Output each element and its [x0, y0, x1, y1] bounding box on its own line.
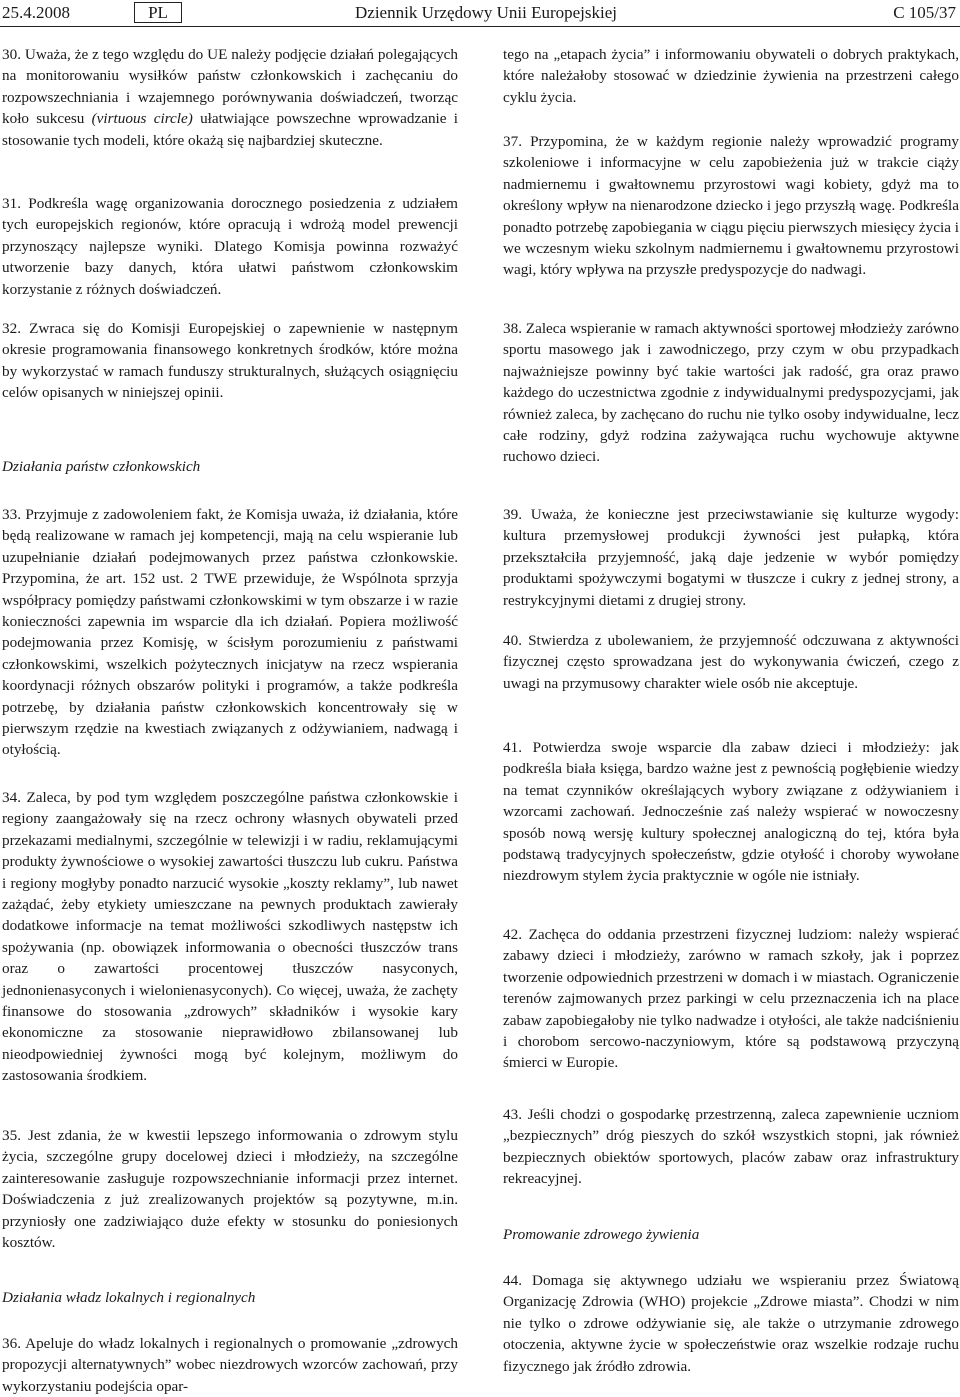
paragraph-40: 40. Stwierdza z ubolewaniem, że przyjemność odczuwana z aktywności fizycznej często sprowadzana jest do wykonywania ćwiczeń, czego z uwagi na przymusowy charakter wiele osób nie akceptuje.	[503, 632, 959, 692]
paragraph-39: 39. Uważa, że konieczne jest przeciwstawianie się kulturze wygody: kultura przemysłowej produkcji żywności jest pułapką, która przekształciła przyjemność, jaką daje jedzenie w wybór pomiędzy produktami spożywczymi bogatymi w tłuszcze i cukry z jednej strony, a restrykcyjnymi dietami z drugiej strony.	[503, 506, 959, 609]
paragraph-36: 36. Apeluje do władz lokalnych i regionalnych o promowanie „zdrowych propozycji alternatywnych” wobec niezdrowych wzorców zachowań, przy wykorzystaniu podejścia opar-	[2, 1335, 458, 1395]
paragraph-44: 44. Domaga się aktywnego udziału we wspieraniu przez Światową Organizację Zdrowia (WHO) projekcie „Zdrowe miasta”. Chodzi w nim nie tylko o zdrowe odżywianie się, ale także o utrzymanie zdrowego otoczenia, aktywne życie w społeczeństwie oraz wszelkie rodzaje ruchu fizycznego jak źródło zdrowia.	[503, 1272, 959, 1375]
paragraph-38: 38. Zaleca wspieranie w ramach aktywności sportowej młodzieży zarówno sportu masowego jak i zawodniczego, przy czym w obu przypadkach najważniejsze powinny być takie wartości jak radość, gra oraz prawo każdego do uczestnictwa zgodnie z indywidualnymi predyspozycjami, jak również zaleca, by zachęcano do ruchu nie tylko osoby indywidualne, lecz całe rodziny, gdyż rodzina zażywająca ruchu wychowuje aktywne ruchowo dzieci.	[503, 320, 959, 466]
latin-term: (virtuous circle)	[91, 110, 193, 128]
paragraph-36-continued: tego na „etapach życia” i informowaniu obywateli o dobrych praktykach, które należałoby stosować w dziedzinie żywienia na przestrzeni całego cyklu życia.	[503, 46, 959, 106]
section-heading-member-states: Działania państw członkowskich	[2, 458, 201, 475]
paragraph-37: 37. Przypomina, że w każdym regionie należy wprowadzić programy szkoleniowe i informacyjne w celu zapobieżenia już w trakcie ciąży nadmiernemu i gwałtownemu przyrostowi wagi kobiety, gdyż ma to określony wpływ na nienarodzone dziecko i jego przyszłą wagę. Podkreśla ponadto potrzebę zapobiegania w ciągu pięciu pierwszych miesięcy życia i we wczesnym wieku szkolnym nadmiernemu i gwałtownemu przyrostowi wagi, który wpływa na przyszłe predyspozycje do nadwagi.	[503, 133, 959, 279]
publication-date: 25.4.2008	[2, 3, 70, 22]
section-heading-local-authorities: Działania władz lokalnych i regionalnych	[2, 1289, 256, 1306]
header-rule	[0, 26, 960, 27]
paragraph-35: 35. Jest zdania, że w kwestii lepszego informowania o zdrowym stylu życia, szczególne grupy docelowej dzieci i młodzieży, na szczególne zainteresowanie zasługuje rozpowszechnianie informacji przez internet. Doświadczenia z już zrealizowanych projektów są pozytywne, m.in. przyniosły one zadziwiająco duże efekty w stosunku do poniesionych kosztów.	[2, 1127, 458, 1252]
section-heading-healthy-eating: Promowanie zdrowego żywienia	[503, 1226, 700, 1243]
paragraph-30: 30. Uważa, że z tego względu do UE należy podjęcie działań polegających na monitorowaniu wysiłków państw członkowskich i zachęcaniu do rozpowszechniania i wzajemnego porównywania doświadczeń, tworząc koło sukcesu (virtuous circle) ułatwiające powszechne wprowadzanie i stosowanie tych modeli, które okażą się najbardziej skuteczne.	[2, 46, 458, 149]
paragraph-33: 33. Przyjmuje z zadowoleniem fakt, że Komisja uważa, iż działania, które będą realizowane w ramach jej kompetencji, mają na celu wspieranie lub uzupełnianie działań podejmowanych przez państwa członkowskie. Przypomina, że art. 152 ust. 2 TWE przewiduje, że Wspólnota sprzyja współpracy pomiędzy państwami członkowskimi w tym obszarze i w razie konieczności zapewnia im wsparcie dla ich działań. Popiera możliwość podejmowania przez Komisję, w ścisłym porozumieniu z państwami członkowskimi, wszelkich pożytecznych inicjatyw na rzecz wspierania koordynacji różnych obszarów polityki i programów, a także podkreśla potrzebę, by działania państw członkowskich koncentrowały się w pierwszym rzędzie na kwestiach związanych z odżywianiem, nadwagą i otyłością.	[2, 506, 458, 759]
paragraph-42: 42. Zachęca do oddania przestrzeni fizycznej ludziom: należy wspierać zabawy dzieci i młodzieży, zarówno w ramach szkoły, jak i poprzez tworzenie odpowiednich przestrzeni w domach i w miastach. Ograniczenie terenów zajmowanych przez parkingi w celu przeznaczenia ich na place zabaw zapobiegałoby nie tylko nadwadze i otyłości, ale także nadciśnieniu i chorobom sercowo-naczyniowym, które są podstawową przyczyną śmierci w Europie.	[503, 926, 959, 1072]
paragraph-32: 32. Zwraca się do Komisji Europejskiej o zapewnienie w następnym okresie programowania finansowego konkretnych środków, które można by wykorzystać w ramach funduszy strukturalnych, służących osiągnięciu celów opisanych w niniejszej opinii.	[2, 320, 458, 402]
paragraph-34: 34. Zaleca, by pod tym względem poszczególne państwa członkowskie i regiony zaangażowały się na rzecz ochrony własnych obywateli przed przekazami medialnymi, szczególnie w telewizji i w radiu, reklamującymi produkty żywnościowe o wysokiej zawartości tłuszczu lub cukru. Państwa i regiony mogłyby ponadto narzucić wysokie „koszty reklamy”, lub nawet zażądać, żeby etykiety umieszczane na pewnych produktach zawierały dodatkowe informacje na temat możliwości szkodliwych następstw ich spożywania (np. obowiązek informowania o obecności tłuszczów trans oraz o zawartości procentowej tłuszczów nasyconych, jednonienasyconych i wielonienasyconych). Co więcej, uważa, że zachęty finansowe do stosowania „zdrowych” składników i wysokie kary ekonomiczne za stosowanie nieprawidłowo zbilansowanej lub nieodpowiedniej żywności mogą być kolejnym, możliwym do zastosowania środkiem.	[2, 789, 458, 1085]
paragraph-41: 41. Potwierdza swoje wsparcie dla zabaw dzieci i młodzieży: jak podkreśla biała księga, bardzo ważne jest z pewnością pogłębienie wiedzy na temat czynników określających wybory związane z odżywianiem i wzorcami zachowań. Jednocześnie zaś należy wspierać w nowoczesny sposób nową wersję kultury społecznej analogiczną do tej, która była podstawą tradycyjnych społeczeństw, gdzie otyłość i choroby wywołane niezdrowym stylem życia praktycznie w ogóle nie istniały.	[503, 739, 959, 885]
paragraph-43: 43. Jeśli chodzi o gospodarkę przestrzenną, zaleca zapewnienie uczniom „bezpiecznych” dróg pieszych do szkół wszystkich stopni, jak również bezpiecznych obiektów sportowych, placów zabaw oraz infrastruktury rekreacyjnej.	[503, 1106, 959, 1188]
page-reference: C 105/37	[893, 3, 956, 22]
language-code-box: PL	[134, 2, 182, 23]
page-header	[0, 0, 960, 28]
journal-title: Dziennik Urzędowy Unii Europejskiej	[355, 3, 618, 22]
paragraph-31: 31. Podkreśla wagę organizowania dorocznego posiedzenia z udziałem tych europejskich regionów, które opracują i wdrożą model prewencji przynoszący najlepsze wyniki. Dlatego Komisja powinna rozważyć utworzenie bazy danych, która ułatwi państwom członkowskim korzystanie z różnych doświadczeń.	[2, 195, 458, 298]
